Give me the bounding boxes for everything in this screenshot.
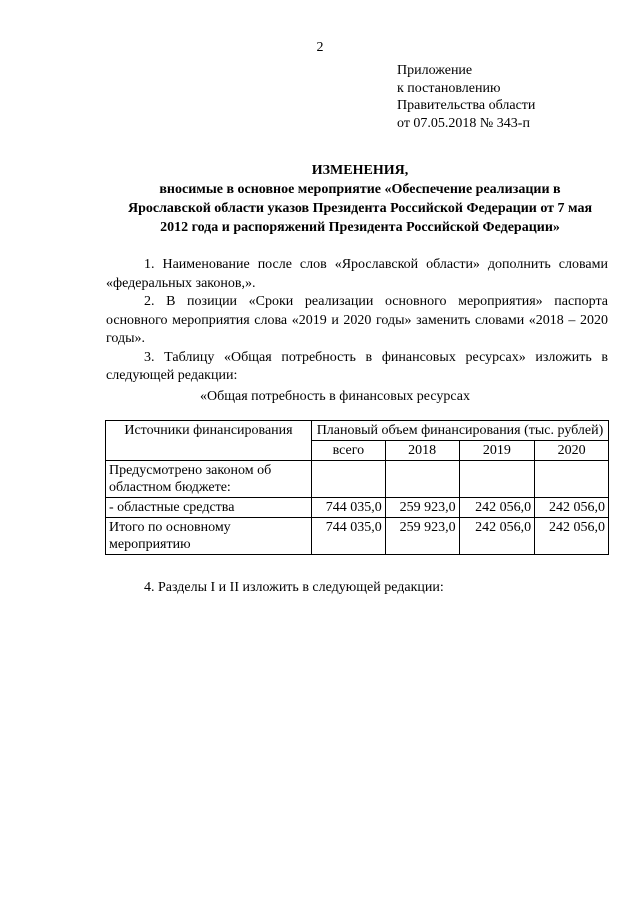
subheader-2019: 2019 <box>459 441 535 461</box>
paragraph-2: 2. В позиции «Сроки реализации основного мероприятия» паспорта основного мероприятия слова «2019 и 2020 годы» заменить словами «2018 – 2020 годы». <box>106 294 608 346</box>
heading-title: ИЗМЕНЕНИЯ, <box>311 163 409 178</box>
paragraph-3: 3. Таблицу «Общая потребность в финансовых ресурсах» изложить в следующей редакции: <box>106 349 608 383</box>
appendix-line: от 07.05.2018 № 343-п <box>397 115 530 131</box>
row-value: 242 056,0 <box>535 518 609 555</box>
document-heading <box>100 161 620 237</box>
row-value <box>385 461 459 498</box>
table-header-row <box>106 421 609 441</box>
subheader-2020: 2020 <box>535 441 609 461</box>
heading-line: 2012 года и распоряжений Президента Российской Федерации» <box>160 220 560 235</box>
heading-line: вносимые в основное мероприятие «Обеспечение реализации в <box>159 182 561 197</box>
table-row <box>106 461 609 498</box>
paragraph-4: 4. Разделы I и II изложить в следующей редакции: <box>144 580 444 595</box>
heading-line: Ярославской области указов Президента Российской Федерации от 7 мая <box>127 201 593 216</box>
page-number: 2 <box>316 40 324 55</box>
row-value: 259 923,0 <box>385 498 459 518</box>
header-source: Источники финансирования <box>106 421 312 461</box>
row-value: 259 923,0 <box>385 518 459 555</box>
table-caption: «Общая потребность в финансовых ресурсах <box>200 389 470 404</box>
row-label: Итого по основному мероприятию <box>106 518 312 555</box>
row-value: 242 056,0 <box>459 498 535 518</box>
paragraph-1: 1. Наименование после слов «Ярославской области» дополнить словами «федеральных законов,». <box>106 257 608 291</box>
subheader-2018: 2018 <box>385 441 459 461</box>
appendix-line: к постановлению <box>397 80 501 96</box>
body-text <box>106 256 608 386</box>
subheader-total: всего <box>311 441 385 461</box>
row-value: 242 056,0 <box>535 498 609 518</box>
row-value <box>459 461 535 498</box>
row-value <box>535 461 609 498</box>
appendix-line: Приложение <box>397 63 473 78</box>
row-value: 242 056,0 <box>459 518 535 555</box>
appendix-line: Правительства области <box>397 98 536 113</box>
financing-table <box>105 420 609 555</box>
row-value: 744 035,0 <box>311 518 385 555</box>
row-label: - областные средства <box>106 498 312 518</box>
row-value <box>311 461 385 498</box>
row-label: Предусмотрено законом об областном бюджете: <box>106 461 312 498</box>
table-row <box>106 498 609 518</box>
header-planned: Плановый объем финансирования (тыс. рублей) <box>311 421 608 441</box>
table-row <box>106 518 609 555</box>
appendix-block <box>397 62 535 132</box>
row-value: 744 035,0 <box>311 498 385 518</box>
